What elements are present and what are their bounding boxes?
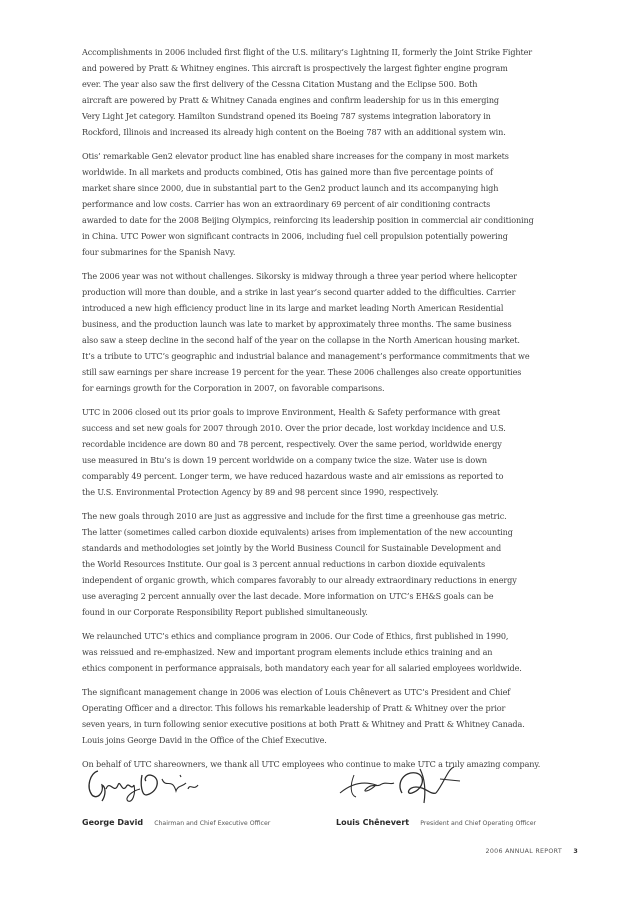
body-paragraph: [82, 268, 582, 396]
paragraph-line: standards and methodologies set jointly by the World Business Council for Sustainable Development and: [82, 543, 502, 553]
paragraph-line: success and set new goals for 2007 through 2010. Over the prior decade, lost workday incidence and U.S.: [82, 423, 506, 433]
paragraph-line: for earnings growth for the Corporation in 2007, on favorable comparisons.: [82, 383, 385, 393]
signature-louis-chenevert: [336, 763, 466, 807]
paragraph-line: Otis’ remarkable Gen2 elevator product line has enabled share increases for the company in most markets: [82, 151, 509, 161]
paragraph-line: use measured in Btu’s is down 19 percent worldwide on a company twice the size. Water use is down: [82, 455, 487, 465]
paragraph-line: comparably 49 percent. Longer term, we have reduced hazardous waste and air emissions as reported to: [82, 471, 504, 481]
paragraph-line: the U.S. Environmental Protection Agency by 89 and 98 percent since 1990, respectively.: [82, 487, 439, 497]
paragraph-line: Very Light Jet category. Hamilton Sundstrand opened its Boeing 787 systems integration laboratory in: [82, 111, 491, 121]
paragraph-line: production will more than double, and a strike in last year’s second quarter added to the difficulties. Carrier: [82, 287, 516, 297]
body-paragraph: [82, 508, 582, 620]
signer-title: President and Chief Operating Officer: [420, 820, 537, 827]
paragraph-line: in China. UTC Power won significant contracts in 2006, including fuel cell propulsion potentially powering: [82, 231, 508, 241]
paragraph-line: recordable incidence are down 80 and 78 percent, respectively. Over the same period, worldwide energy: [82, 439, 502, 449]
signer-name: Louis Chênevert: [336, 818, 410, 827]
paragraph-line: independent of organic growth, which compares favorably to our already extraordinary reductions in energy: [82, 575, 517, 585]
signer-name: George David: [82, 818, 144, 827]
paragraph-line: UTC in 2006 closed out its prior goals to improve Environment, Health & Safety performance with great: [82, 407, 501, 417]
footer-label: 2006 ANNUAL REPORT: [485, 848, 562, 855]
paragraph-line: The significant management change in 2006 was election of Louis Chênevert as UTC’s President and Chief: [82, 687, 511, 697]
paragraph-line: The latter (sometimes called carbon dioxide equivalents) arises from implementation of the new accounting: [82, 527, 513, 537]
paragraph-line: worldwide. In all markets and products combined, Otis has gained more than five percentage points of: [82, 167, 493, 177]
page-number: 3: [573, 848, 578, 855]
letter-body: [82, 44, 582, 780]
paragraph-line: the World Resources Institute. Our goal is 3 percent annual reductions in carbon dioxide equivalents: [82, 559, 485, 569]
paragraph-line: It’s a tribute to UTC’s geographic and industrial balance and management’s performance commitments that we: [82, 351, 530, 361]
paragraph-line: ethics component in performance appraisals, both mandatory each year for all salaried employees worldwide.: [82, 663, 522, 673]
paragraph-line: Accomplishments in 2006 included first flight of the U.S. military’s Lightning II, formerly the Joint Strike Fighter: [82, 47, 533, 57]
signature-george-david: [82, 765, 212, 805]
paragraph-line: Operating Officer and a director. This follows his remarkable leadership of Pratt & Whitney over the prior: [82, 703, 506, 713]
body-paragraph: [82, 684, 582, 748]
paragraph-line: ever. The year also saw the first delivery of the Cessna Citation Mustang and the Eclipse 500. Both: [82, 79, 478, 89]
paragraph-line: On behalf of UTC shareowners, we thank all UTC employees who continue to make UTC a truly amazing company.: [82, 759, 541, 769]
paragraph-line: introduced a new high efficiency product line in its large and market leading North American Residential: [82, 303, 504, 313]
signer-george-david: [82, 810, 270, 829]
paragraph-line: four submarines for the Spanish Navy.: [82, 247, 236, 257]
paragraph-line: also saw a steep decline in the second half of the year on the collapse in the North American housing market.: [82, 335, 520, 345]
paragraph-line: aircraft are powered by Pratt & Whitney Canada engines and confirm leadership for us in this emerging: [82, 95, 499, 105]
paragraph-line: awarded to date for the 2008 Beijing Olympics, reinforcing its leadership position in commercial air conditioning: [82, 215, 534, 225]
paragraph-line: still saw earnings per share increase 19 percent for the year. These 2006 challenges also create opportunities: [82, 367, 522, 377]
paragraph-line: Louis joins George David in the Office of the Chief Executive.: [82, 735, 327, 745]
paragraph-line: We relaunched UTC’s ethics and compliance program in 2006. Our Code of Ethics, first published in 1990,: [82, 631, 509, 641]
page-footer: [486, 848, 578, 855]
body-paragraph: [82, 44, 582, 140]
paragraph-line: Rockford, Illinois and increased its already high content on the Boeing 787 with an additional system win.: [82, 127, 506, 137]
paragraph-line: The 2006 year was not without challenges. Sikorsky is midway through a three year period where helicopter: [82, 271, 517, 281]
paragraph-line: market share since 2000, due in substantial part to the Gen2 product launch and its accompanying high: [82, 183, 499, 193]
body-paragraph: [82, 148, 582, 260]
paragraph-line: and powered by Pratt & Whitney engines. This aircraft is prospectively the largest fighter engine program: [82, 63, 508, 73]
paragraph-line: found in our Corporate Responsibility Report published simultaneously.: [82, 607, 368, 617]
signer-title: Chairman and Chief Executive Officer: [154, 820, 271, 827]
signer-louis-chenevert: [336, 810, 536, 829]
paragraph-line: seven years, in turn following senior executive positions at both Pratt & Whitney and Pratt & Whitney Canada.: [82, 719, 525, 729]
body-paragraph: [82, 404, 582, 500]
paragraph-line: The new goals through 2010 are just as aggressive and include for the first time a greenhouse gas metric.: [82, 511, 507, 521]
body-paragraph: [82, 628, 582, 676]
paragraph-line: performance and low costs. Carrier has won an extraordinary 69 percent of air conditioning contracts: [82, 199, 491, 209]
paragraph-line: business, and the production launch was late to market by approximately three months. The same business: [82, 319, 512, 329]
paragraph-line: was reissued and re-emphasized. New and important program elements include ethics training and an: [82, 647, 493, 657]
paragraph-line: use averaging 2 percent annually over the last decade. More information on UTC’s EH&S goals can be: [82, 591, 494, 601]
